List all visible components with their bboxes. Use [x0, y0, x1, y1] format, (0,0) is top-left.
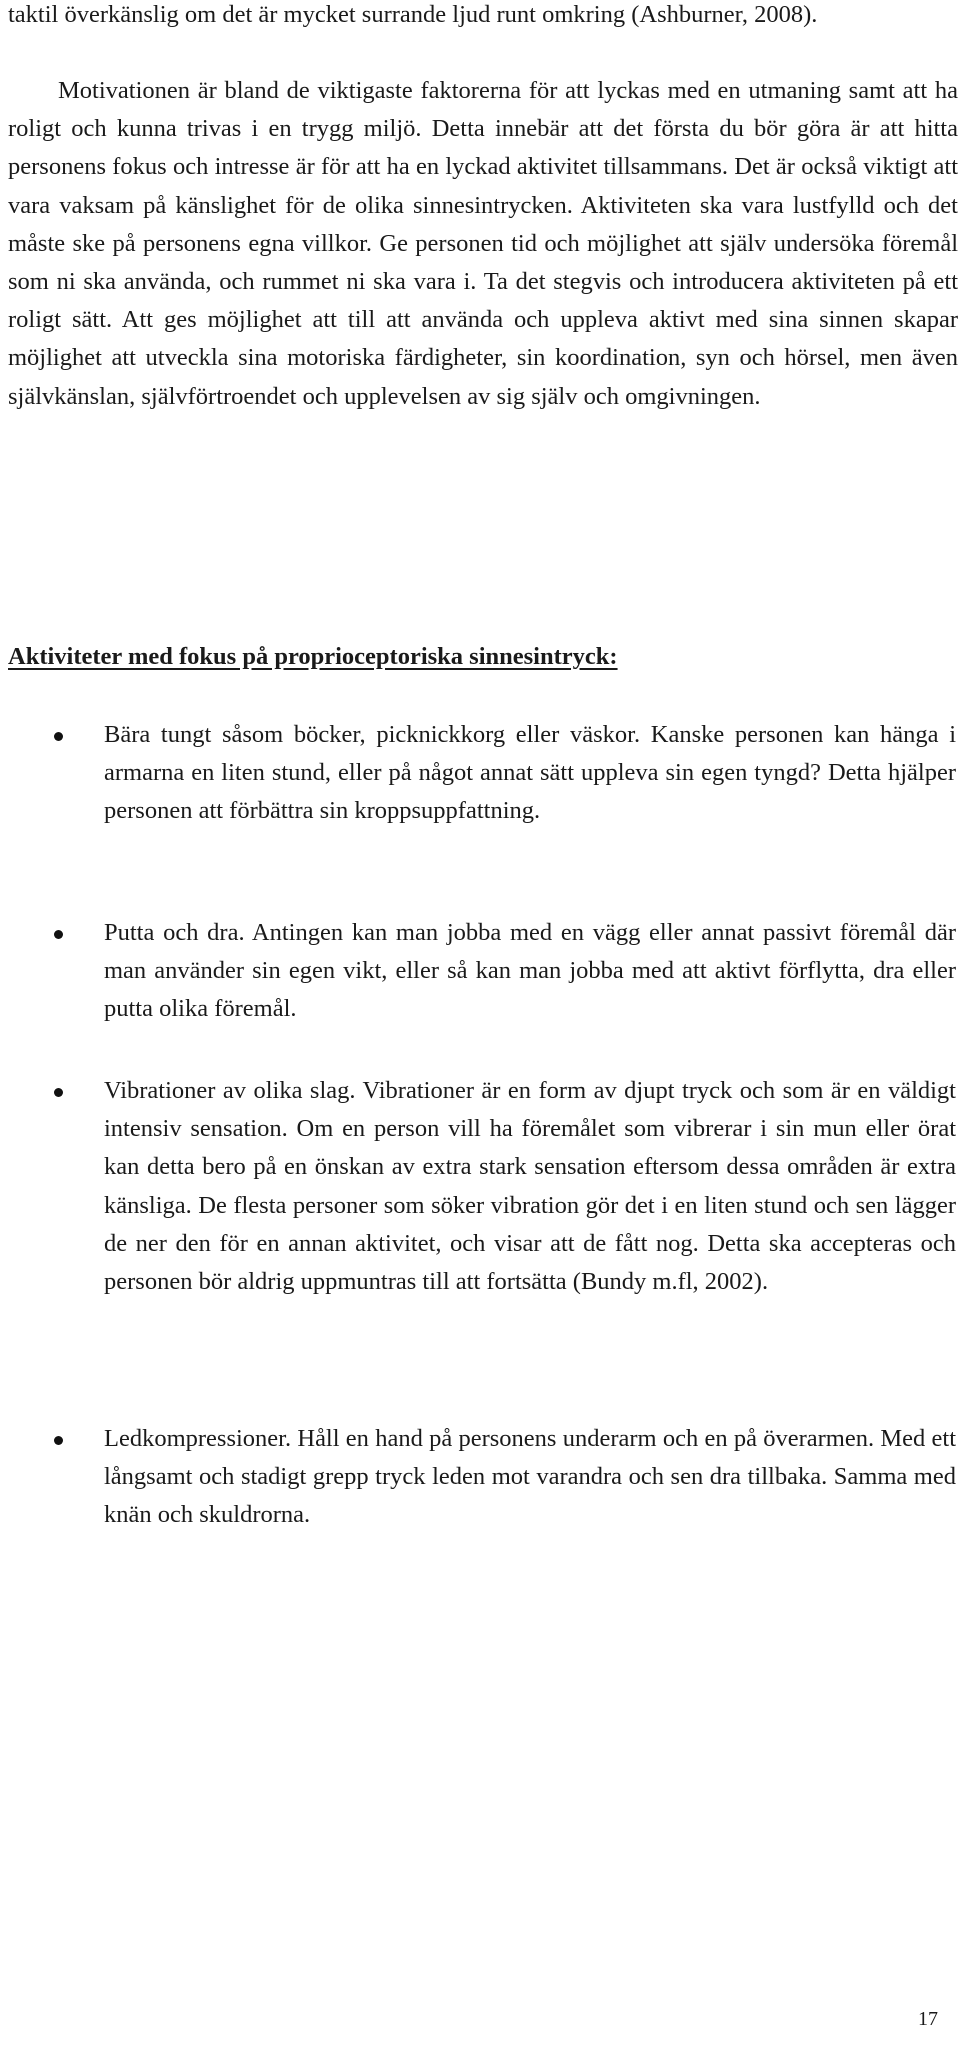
list-item-text: Putta och dra. Antingen kan man jobba med en vägg eller annat passivt föremål där man använder sin egen vikt, eller så kan man jobba med att aktivt förflytta, dra eller putta olika föremål. — [104, 919, 956, 1023]
list-item-text: Ledkompressioner. Håll en hand på personens underarm och en på överarmen. Med ett långsamt och stadigt grepp tryck leden mot varandra och sen dra tillbaka. Samma med knän och skuldrorna. — [104, 1425, 956, 1529]
body-paragraph: taktil överkänslig om det är mycket surrande ljud runt omkring (Ashburner, 2008). — [8, 1, 818, 28]
bullet-icon — [54, 1088, 63, 1097]
list-item-text: Bära tungt såsom böcker, picknickkorg eller väskor. Kanske personen kan hänga i armarna en liten stund, eller på något annat sätt uppleva sin egen tyngd? Detta hjälper personen att förbättra sin kroppsuppfattning. — [104, 721, 956, 825]
bullet-icon — [54, 1436, 63, 1445]
body-paragraph: Motivationen är bland de viktigaste faktorerna för att lyckas med en utmaning samt att ha roligt och kunna trivas i en trygg miljö. Detta innebär att det första du bör göra är att hitta personens fokus och intresse är för att ha en lyckad aktivitet tillsammans. Det är också viktigt att vara vaksam på känslighet för de olika sinnesintrycken. Aktiviteten ska vara lustfylld och det måste ske på personens egna villkor. Ge personen tid och möjlighet att själv undersöka föremål som ni ska använda, och rummet ni ska vara i. Ta det stegvis och introducera aktiviteten på ett roligt sätt. Att ges möjlighet att till att använda och uppleva aktivt med sina sinnen skapar möjlighet att utveckla sina motoriska färdigheter, sin koordination, syn och hörsel, men även självkänslan, självförtroendet och upplevelsen av sig själv och omgivningen. — [8, 77, 958, 410]
section-heading: Aktiviteter med fokus på proprioceptoriska sinnesintryck: — [8, 643, 618, 670]
page-number: 17 — [918, 2008, 938, 2030]
bullet-icon — [54, 930, 63, 939]
bullet-icon — [54, 732, 63, 741]
list-item-text: Vibrationer av olika slag. Vibrationer är en form av djupt tryck och som är en väldigt intensiv sensation. Om en person vill ha föremålet som vibrerar i sin mun eller örat kan detta bero på en önskan av extra stark sensation eftersom dessa områden är extra känsliga. De flesta personer som söker vibration gör det i en liten stund och sen lägger de ner den för en annan aktivitet, och visar att de fått nog. Detta ska accepteras och personen bör aldrig uppmuntras till att fortsätta (Bundy m.fl, 2002). — [104, 1077, 956, 1296]
